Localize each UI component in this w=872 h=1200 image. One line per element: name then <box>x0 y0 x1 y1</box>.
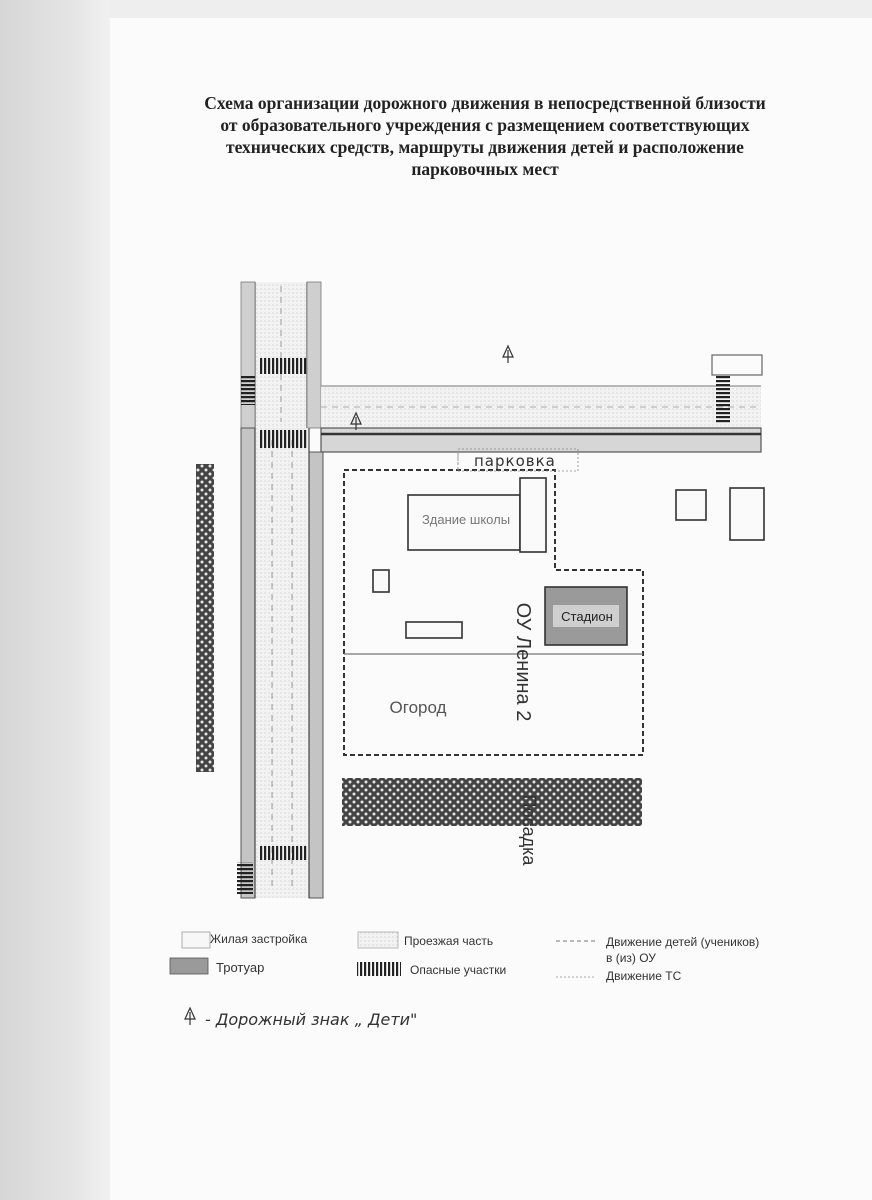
legend-children-movement <box>606 934 759 966</box>
legend-residential-swatch <box>182 932 210 948</box>
planting-strip-left <box>196 464 214 772</box>
garden-label: Огород <box>389 698 447 717</box>
crosswalk-intersection <box>259 430 307 448</box>
school-annex <box>520 478 546 552</box>
crosswalk-right <box>716 376 730 424</box>
school-building-label: Здание школы <box>421 512 511 527</box>
sidewalk-horizontal <box>321 428 761 452</box>
planting-strip-bottom <box>342 778 642 826</box>
building-right-top <box>712 355 762 375</box>
parking-label: парковка <box>474 452 556 470</box>
sidewalk-top-left <box>241 282 255 428</box>
road-vertical-lower <box>255 428 309 898</box>
legend-roadway: Проезжая часть <box>404 934 494 948</box>
sidewalk-top-right <box>307 282 321 428</box>
crosswalk-top-left <box>241 375 255 405</box>
title-line-3: технических средств, маршруты движения детей и расположение <box>226 137 744 157</box>
legend-children-sign-icon <box>185 1008 195 1025</box>
school-address-label: ОУ Ленина 2 <box>512 602 534 722</box>
title-line-2: от образовательного учреждения с размещением соответствующих <box>220 115 750 135</box>
sidewalk-right-lower <box>309 452 323 898</box>
children-sign-icon-1 <box>503 346 513 363</box>
residential-house-2 <box>730 488 764 540</box>
legend-vehicle-movement: Движение ТС <box>606 969 682 983</box>
legend-dangerous-swatch <box>357 962 401 976</box>
legend-children-line-1: Движение детей (учеников) <box>606 935 760 949</box>
crosswalk-top <box>259 358 307 374</box>
title-line-4: парковочных мест <box>411 159 559 179</box>
sidewalk-left-lower <box>241 428 255 898</box>
planting-label: Посадка <box>519 794 539 866</box>
legend-children-line-2: в (из) ОУ <box>606 951 656 965</box>
legend-sign-note: - Дорожный знак „ Дети" <box>205 1010 418 1029</box>
crosswalk-bottom-left <box>237 862 253 894</box>
small-building <box>406 622 462 638</box>
stadium-label: Стадион <box>561 609 613 624</box>
legend-sidewalk: Тротуар <box>216 960 265 975</box>
legend-sidewalk-swatch <box>170 958 208 974</box>
legend-roadway-swatch <box>358 932 398 948</box>
title-line-1: Схема организации дорожного движения в непосредственной близости <box>204 93 766 113</box>
residential-house-1 <box>676 490 706 520</box>
crosswalk-bottom <box>259 846 307 860</box>
legend-dangerous: Опасные участки <box>410 963 507 977</box>
legend-residential: Жилая застройка <box>210 932 308 946</box>
small-outbuilding <box>373 570 389 592</box>
